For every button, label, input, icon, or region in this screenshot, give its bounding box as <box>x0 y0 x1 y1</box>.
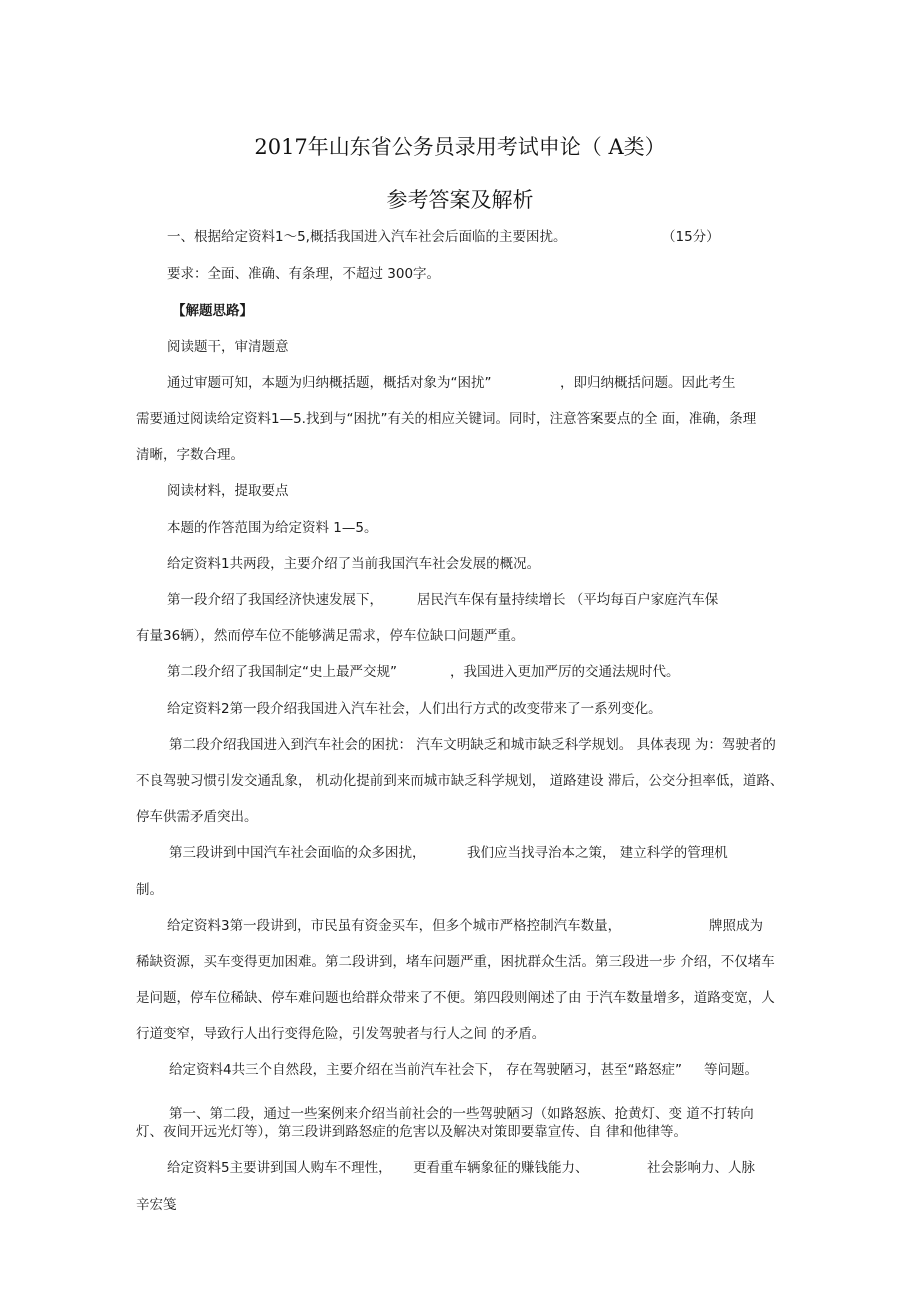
question-score: （15分） <box>662 229 720 245</box>
paragraph-segment: 第一段介绍了我国经济快速发展下， <box>167 592 383 608</box>
paragraph-segment: 第二段介绍了我国制定“史上最严交规” <box>167 664 397 680</box>
paragraph-segment: 社会影响力、人脉 <box>647 1160 755 1176</box>
paragraph-line: 辛宏笺 <box>136 1197 177 1213</box>
paragraph-segment: 我们应当找寻治本之策， 建立科学的管理机 <box>467 845 728 861</box>
material1-intro: 给定资料1共两段，主要介绍了当前我国汽车社会发展的概况。 <box>167 556 541 572</box>
paragraph-segment: 给定资料4共三个自然段，主要介绍在当前汽车社会下， <box>169 1062 502 1078</box>
paragraph-line: 不良驾驶习惯引发交通乱象， 机动化提前到来而城市缺乏科学规划， 道路建设 滞后，公交分担率低，道路、 <box>136 773 784 789</box>
paragraph-line: 停车供需矛盾突出。 <box>136 809 258 825</box>
paragraph-segment: 牌照成为 <box>709 918 763 934</box>
paragraph-segment: ，即归纳概括问题。因此考生 <box>560 375 736 391</box>
scope-line: 本题的作答范围为给定资料 1—5。 <box>167 520 378 536</box>
paragraph-segment: ，我国进入更加严厉的交通法规时代。 <box>450 664 680 680</box>
paragraph-line: 制。 <box>136 882 163 898</box>
paragraph-line: 有量36辆），然而停车位不能够满足需求，停车位缺口问题严重。 <box>136 628 525 644</box>
paragraph-segment: 给定资料5主要讲到国人购车不理性， <box>167 1160 392 1176</box>
step1-heading: 阅读题干，审清题意 <box>167 339 289 355</box>
paragraph-line: 第二段介绍我国进入到汽车社会的困扰： 汽车文明缺乏和城市缺乏科学规划。 具体表现 为：驾驶者的 <box>169 737 776 753</box>
paragraph-line: 需要通过阅读给定资料1—5.找到与“困扰”有关的相应关键词。同时，注意答案要点的全 面，准确，条理 <box>136 411 757 427</box>
paragraph-line: 行道变窄，导致行人出行变得危险，引发驾驶者与行人之间 的矛盾。 <box>136 1026 546 1042</box>
section-label: 【解题思路】 <box>172 303 253 319</box>
paragraph-line: 灯、夜间开远光灯等），第三段讲到路怒症的危害以及解决对策即要靠宣传、自 律和他律等。 <box>136 1124 688 1140</box>
paragraph-line: 是问题，停车位稀缺、停车难问题也给群众带来了不便。第四段则阐述了由 于汽车数量增多，道路变宽，人 <box>136 990 775 1006</box>
paragraph-segment: 等问题。 <box>704 1062 758 1078</box>
paragraph-segment: 居民汽车保有量持续增长 （平均每百户家庭汽车保 <box>417 592 719 608</box>
paragraph-line: 稀缺资源，买车变得更加困难。第二段讲到，堵车问题严重，困扰群众生活。第三段进一步 介绍，不仅堵车 <box>136 954 775 970</box>
question-requirement: 要求：全面、准确、有条理，不超过 300字。 <box>167 266 441 282</box>
paragraph-segment: 存在驾驶陋习，甚至“路怒症” <box>506 1062 682 1078</box>
question-text: 一、根据给定资料1～5,概括我国进入汽车社会后面临的主要困扰。 <box>167 229 567 245</box>
paragraph-segment: 通过审题可知，本题为归纳概括题，概括对象为“困扰” <box>167 375 492 391</box>
step2-heading: 阅读材料，提取要点 <box>167 483 289 499</box>
document-subtitle: 参考答案及解析 <box>386 188 534 212</box>
material2-paragraph: 给定资料2第一段介绍我国进入汽车社会，人们出行方式的改变带来了一系列变化。 <box>167 701 662 717</box>
paragraph-line: 清晰，字数合理。 <box>136 447 244 463</box>
paragraph-segment: 第三段讲到中国汽车社会面临的众多困扰， <box>169 845 426 861</box>
paragraph-line: 第一、第二段，通过一些案例来介绍当前社会的一些驾驶陋习（如路怒族、抢黄灯、变 道不打转向 <box>169 1106 754 1122</box>
paragraph-segment: 更看重车辆象征的赚钱能力、 <box>413 1160 589 1176</box>
document-title: 2017年山东省公务员录用考试申论（ A类） <box>254 135 666 159</box>
paragraph-segment: 给定资料3第一段讲到，市民虽有资金买车，但多个城市严格控制汽车数量， <box>167 918 622 934</box>
